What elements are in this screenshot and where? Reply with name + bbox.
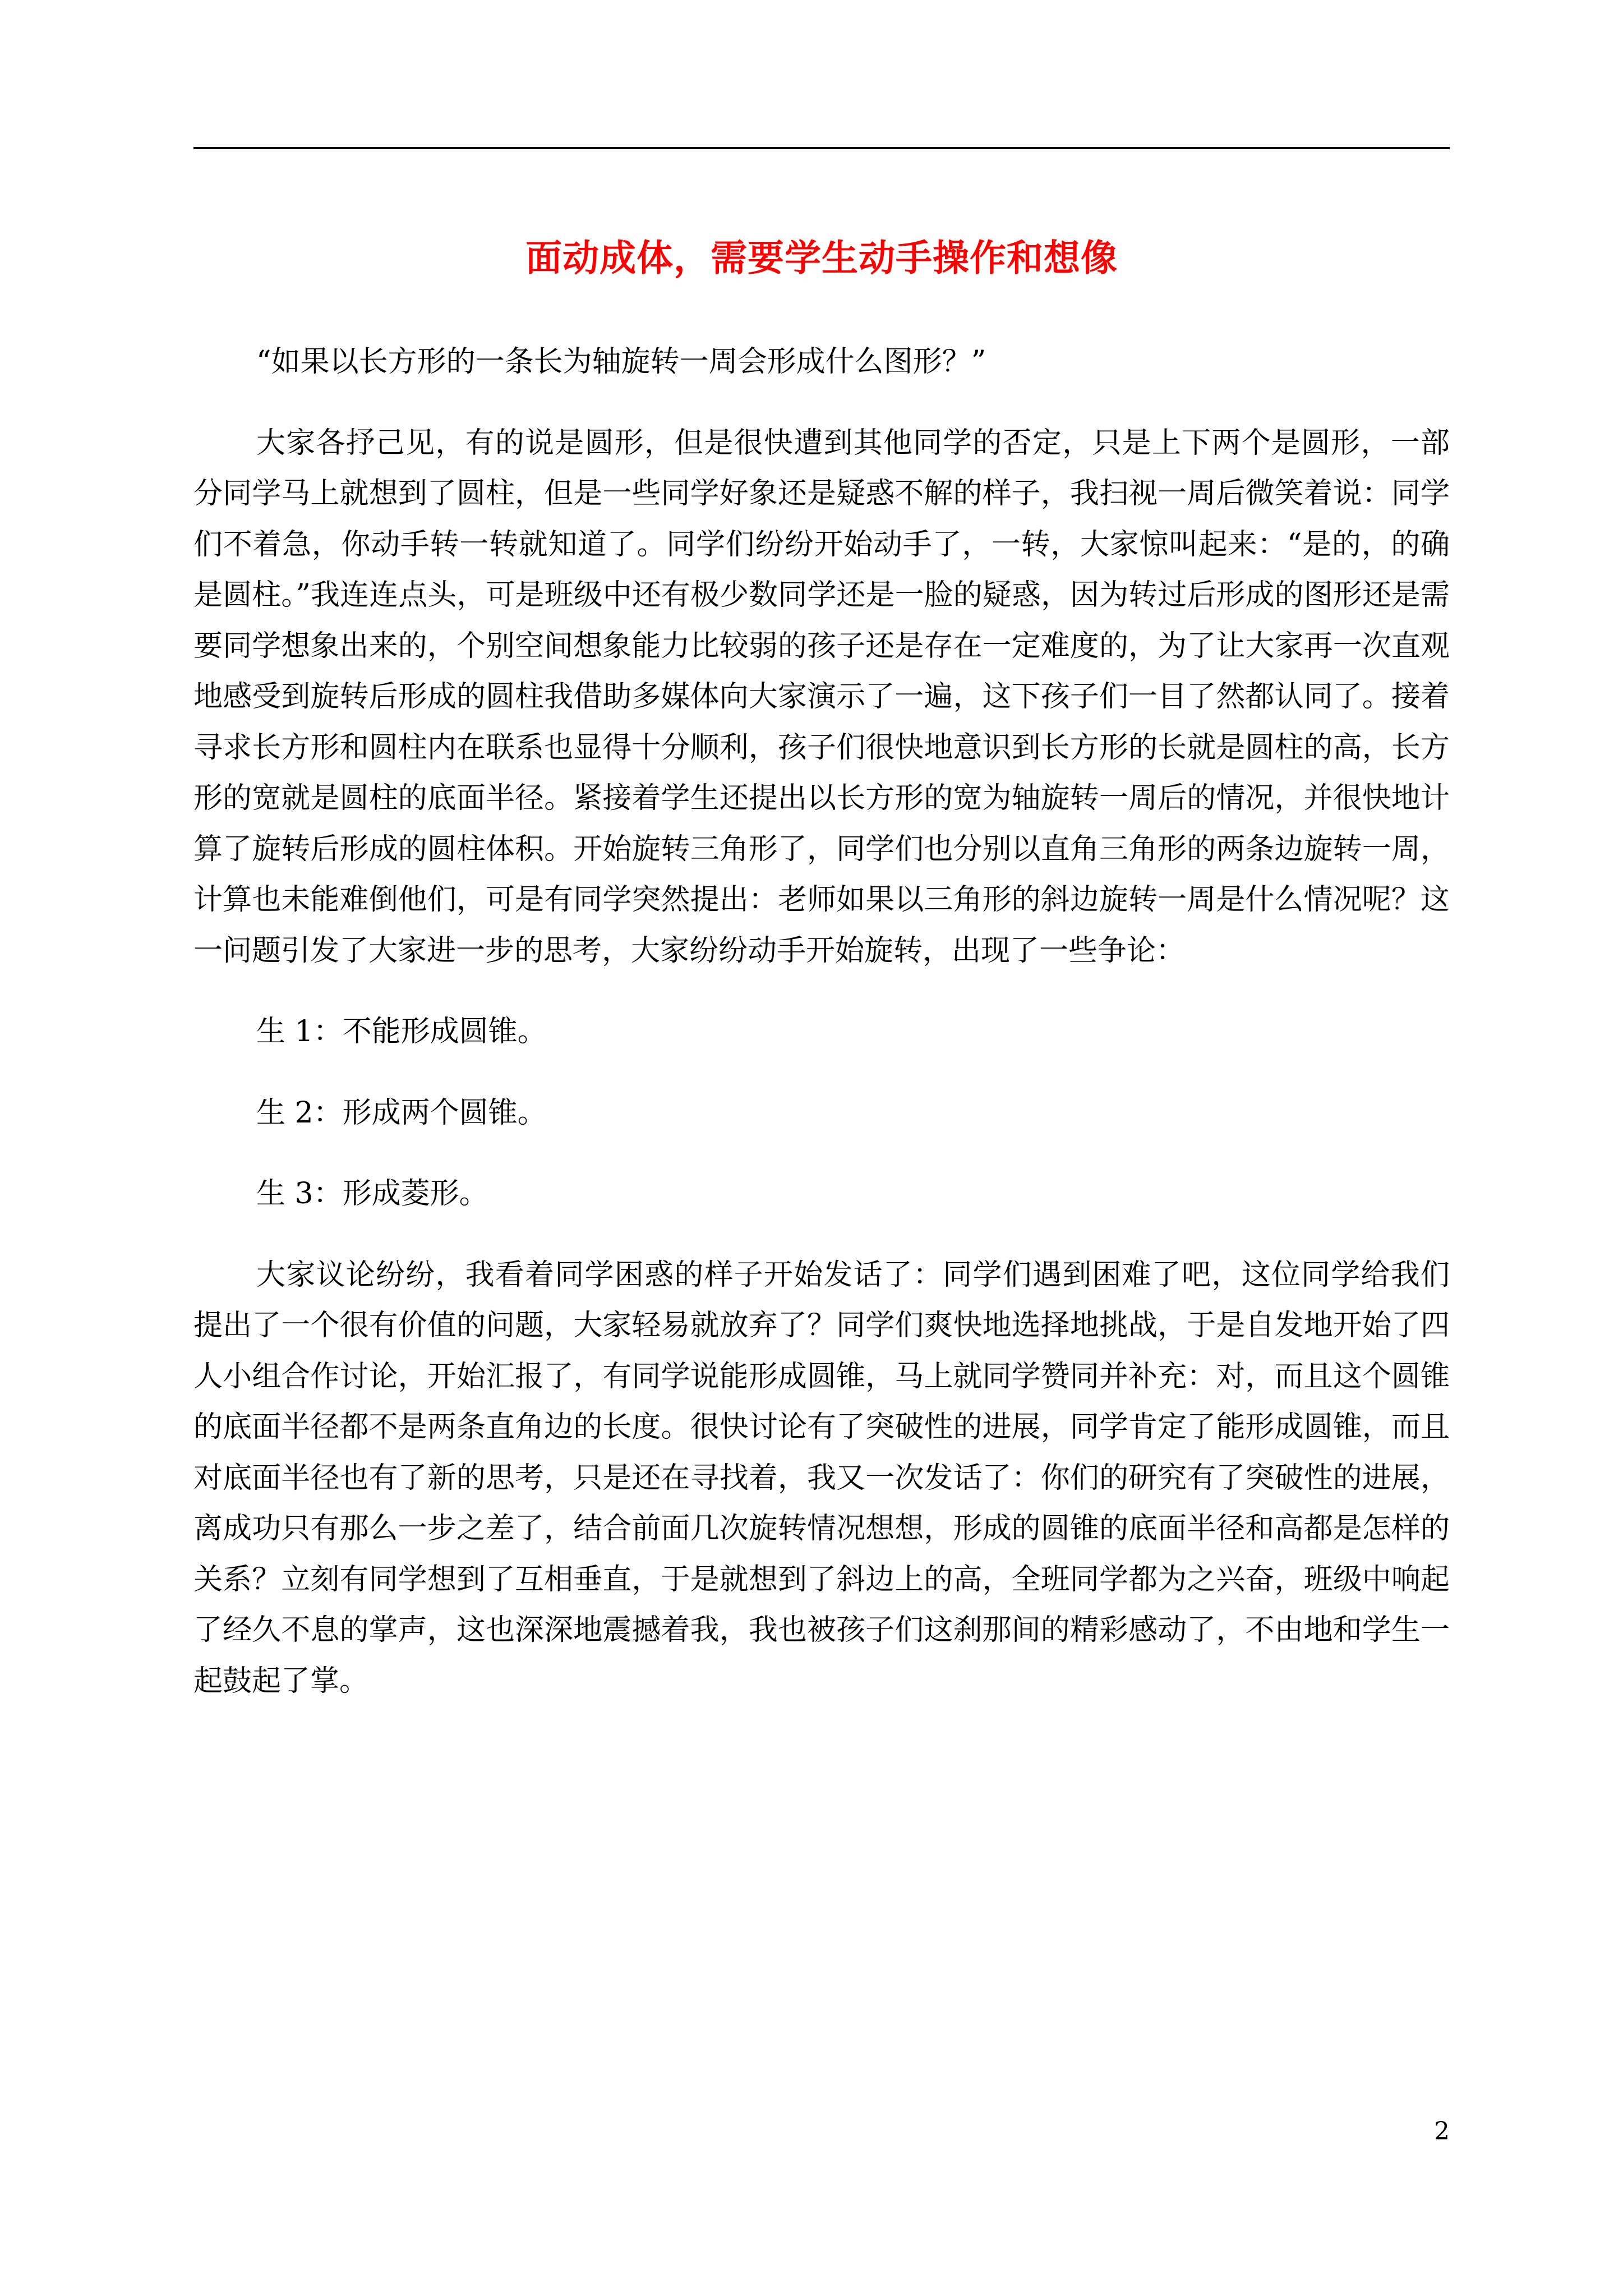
header-rule: [193, 147, 1450, 149]
paragraph-student-3: 生 3：形成菱形。: [256, 1177, 488, 1211]
paragraph-student-2: 生 2：形成两个圆锥。: [256, 1096, 547, 1130]
page-title: 面动成体，需要学生动手操作和想像: [525, 237, 1118, 279]
paragraph-discussion: 大家各抒己见，有的说是圆形，但是很快遭到其他同学的否定，只是上下两个是圆形，一部分同学马上就想到了圆柱，但是一些同学好象还是疑惑不解的样子，我扫视一周后微笑着说：同学们不着急，你动手转一转就知道了。同学们纷纷开始动手了，一转，大家惊叫起来：“是的，的确是圆柱。”我连连点头，可是班级中还有极少数同学还是一脸的疑惑，因为转过后形成的图形还是需要同学想象出来的，个别空间想象能力比较弱的孩子还是存在一定难度的，为了让大家再一次直观地感受到旋转后形成的圆柱我借助多媒体向大家演示了一遍，这下孩子们一目了然都认同了。接着寻求长方形和圆柱内在联系也显得十分顺利，孩子们很快地意识到长方形的长就是圆柱的高，长方形的宽就是圆柱的底面半径。紧接着学生还提出以长方形的宽为轴旋转一周后的情况，并很快地计算了旋转后形成的圆柱体积。开始旋转三角形了，同学们也分别以直角三角形的两条边旋转一周，计算也未能难倒他们，可是有同学突然提出：老师如果以三角形的斜边旋转一周是什么情况呢？这一问题引发了大家进一步的思考，大家纷纷动手开始旋转，出现了一些争论：: [193, 426, 1450, 968]
page-number: 2: [1434, 2117, 1450, 2146]
paragraph-student-1: 生 1：不能形成圆锥。: [256, 1015, 547, 1048]
paragraph-conclusion: 大家议论纷纷，我看着同学困惑的样子开始发话了：同学们遇到困难了吧，这位同学给我们提出了一个很有价值的问题，大家轻易就放弃了？同学们爽快地选择地挑战，于是自发地开始了四人小组合作讨论，开始汇报了，有同学说能形成圆锥，马上就同学赞同并补充：对，而且这个圆锥的底面半径都不是两条直角边的长度。很快讨论有了突破性的进展，同学肯定了能形成圆锥，而且对底面半径也有了新的思考，只是还在寻找着，我又一次发话了：你们的研究有了突破性的进展，离成功只有那么一步之差了，结合前面几次旋转情况想想，形成的圆锥的底面半径和高都是怎样的关系？立刻有同学想到了互相垂直，于是就想到了斜边上的高，全班同学都为之兴奋，班级中响起了经久不息的掌声，这也深深地震撼着我，我也被孩子们这刹那间的精彩感动了，不由地和学生一起鼓起了掌。: [193, 1258, 1450, 1698]
document-body: [193, 337, 1450, 1706]
paragraph-question: “如果以长方形的一条长为轴旋转一周会形成什么图形？”: [256, 345, 986, 379]
